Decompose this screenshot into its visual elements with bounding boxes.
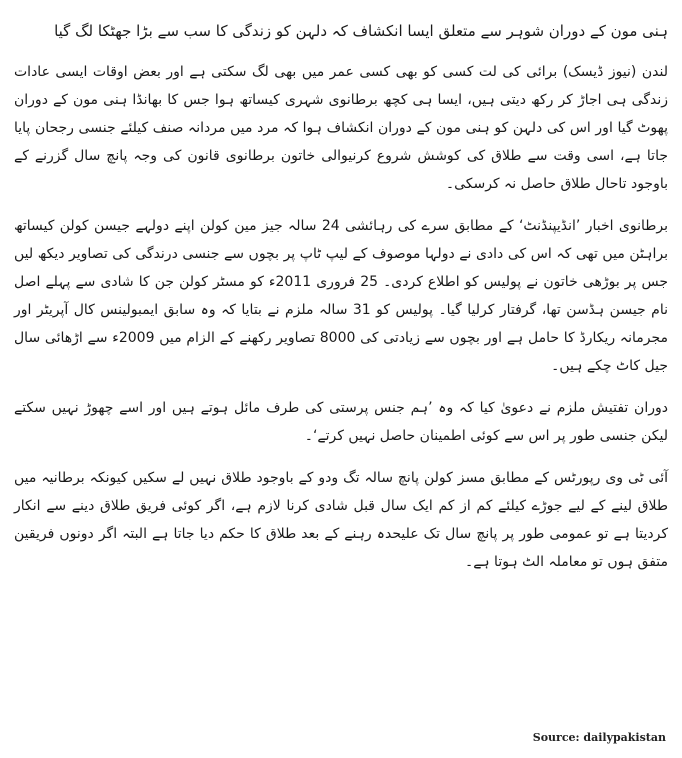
- article-paragraph-2: برطانوی اخبار ’انڈیپنڈنٹ‘ کے مطابق سرے کی رہائشی 24 سالہ جیز مین کولن اپنے دولہے جیسن کولن کیساتھ براہٹن میں تھی کہ اس کی دادی نے دولہا موصوف کے لیپ ٹاپ پر بچوں سے جنسی درندگی کی تصاویر دیکھ لیں جس پر بوڑھی خاتون نے پولیس کو اطلاع کردی۔ 25 فروری 2011ء کو مسٹر کولن جن کا شادی سے پہلے اصل نام جیسن ہڈسن تھا، گرفتار کرلیا گیا۔ پولیس کو 31 سالہ ملزم نے بتایا کہ وہ سابق ایمبولینس کال آپریٹر اور مجرمانہ ریکارڈ کا حامل ہے اور بچوں سے زیادتی کی 8000 تصاویر رکھنے کے الزام میں 2009ء سے اڑھائی سال جیل کاٹ چکے ہیں۔: [14, 218, 668, 374]
- article-paragraph-1: لندن (نیوز ڈیسک) برائی کی لت کسی کو بھی کسی عمر میں بھی لگ سکتی ہے اور بعض اوقات ایسی عادات زندگی ہی اجاڑ کر رکھ دیتی ہیں، ایسا ہی کچھ برطانوی شہری کیساتھ ہوا جس کا بھانڈا ہنی مون کے دوران پھوٹ گیا اور اس کی دلہن کو ہنی مون کے دوران انکشاف ہوا کہ مرد میں مردانہ صنف کیلئے جنسی رجحان پایا جاتا ہے، اسی وقت سے طلاق کی کوشش شروع کرنیوالی خاتون برطانوی قانون کی وجہ پانچ سال گزرنے کے باوجود تاحال طلاق حاصل نہ کرسکی۔: [14, 64, 668, 192]
- source-credit: Source: dailypakistan: [532, 731, 666, 744]
- article-paragraph-3: دوران تفتیش ملزم نے دعویٰ کیا کہ وہ ’ہم جنس پرستی کی طرف مائل ہوتے ہیں اور اسے چھوڑ نہیں سکتے لیکن جنسی طور پر اس سے کوئی اطمینان حاصل نہیں کرتے‘۔: [14, 400, 668, 444]
- article-paragraph-4: آئی ٹی وی رپورٹس کے مطابق مسز کولن پانچ سالہ تگ ودو کے باوجود طلاق نہیں لے سکیں کیونکہ برطانیہ میں طلاق لینے کے لیے جوڑے کیلئے کم از کم ایک سال قبل شادی کرنا لازم ہے، اگر کوئی فریق طلاق دینے سے انکار کردیتا ہے تو عمومی طور پر پانچ سال تک علیحدہ رہنے کے بعد طلاق کا حکم دیا جاتا ہے البتہ اگر دونوں فریقین متفق ہوں تو معاملہ الٹ ہوتا ہے۔: [14, 470, 668, 570]
- article-headline: ہنی مون کے دوران شوہر سے متعلق ایسا انکشاف کہ دلہن کو زندگی کا سب سے بڑا جھٹکا لگ گیا: [54, 22, 668, 40]
